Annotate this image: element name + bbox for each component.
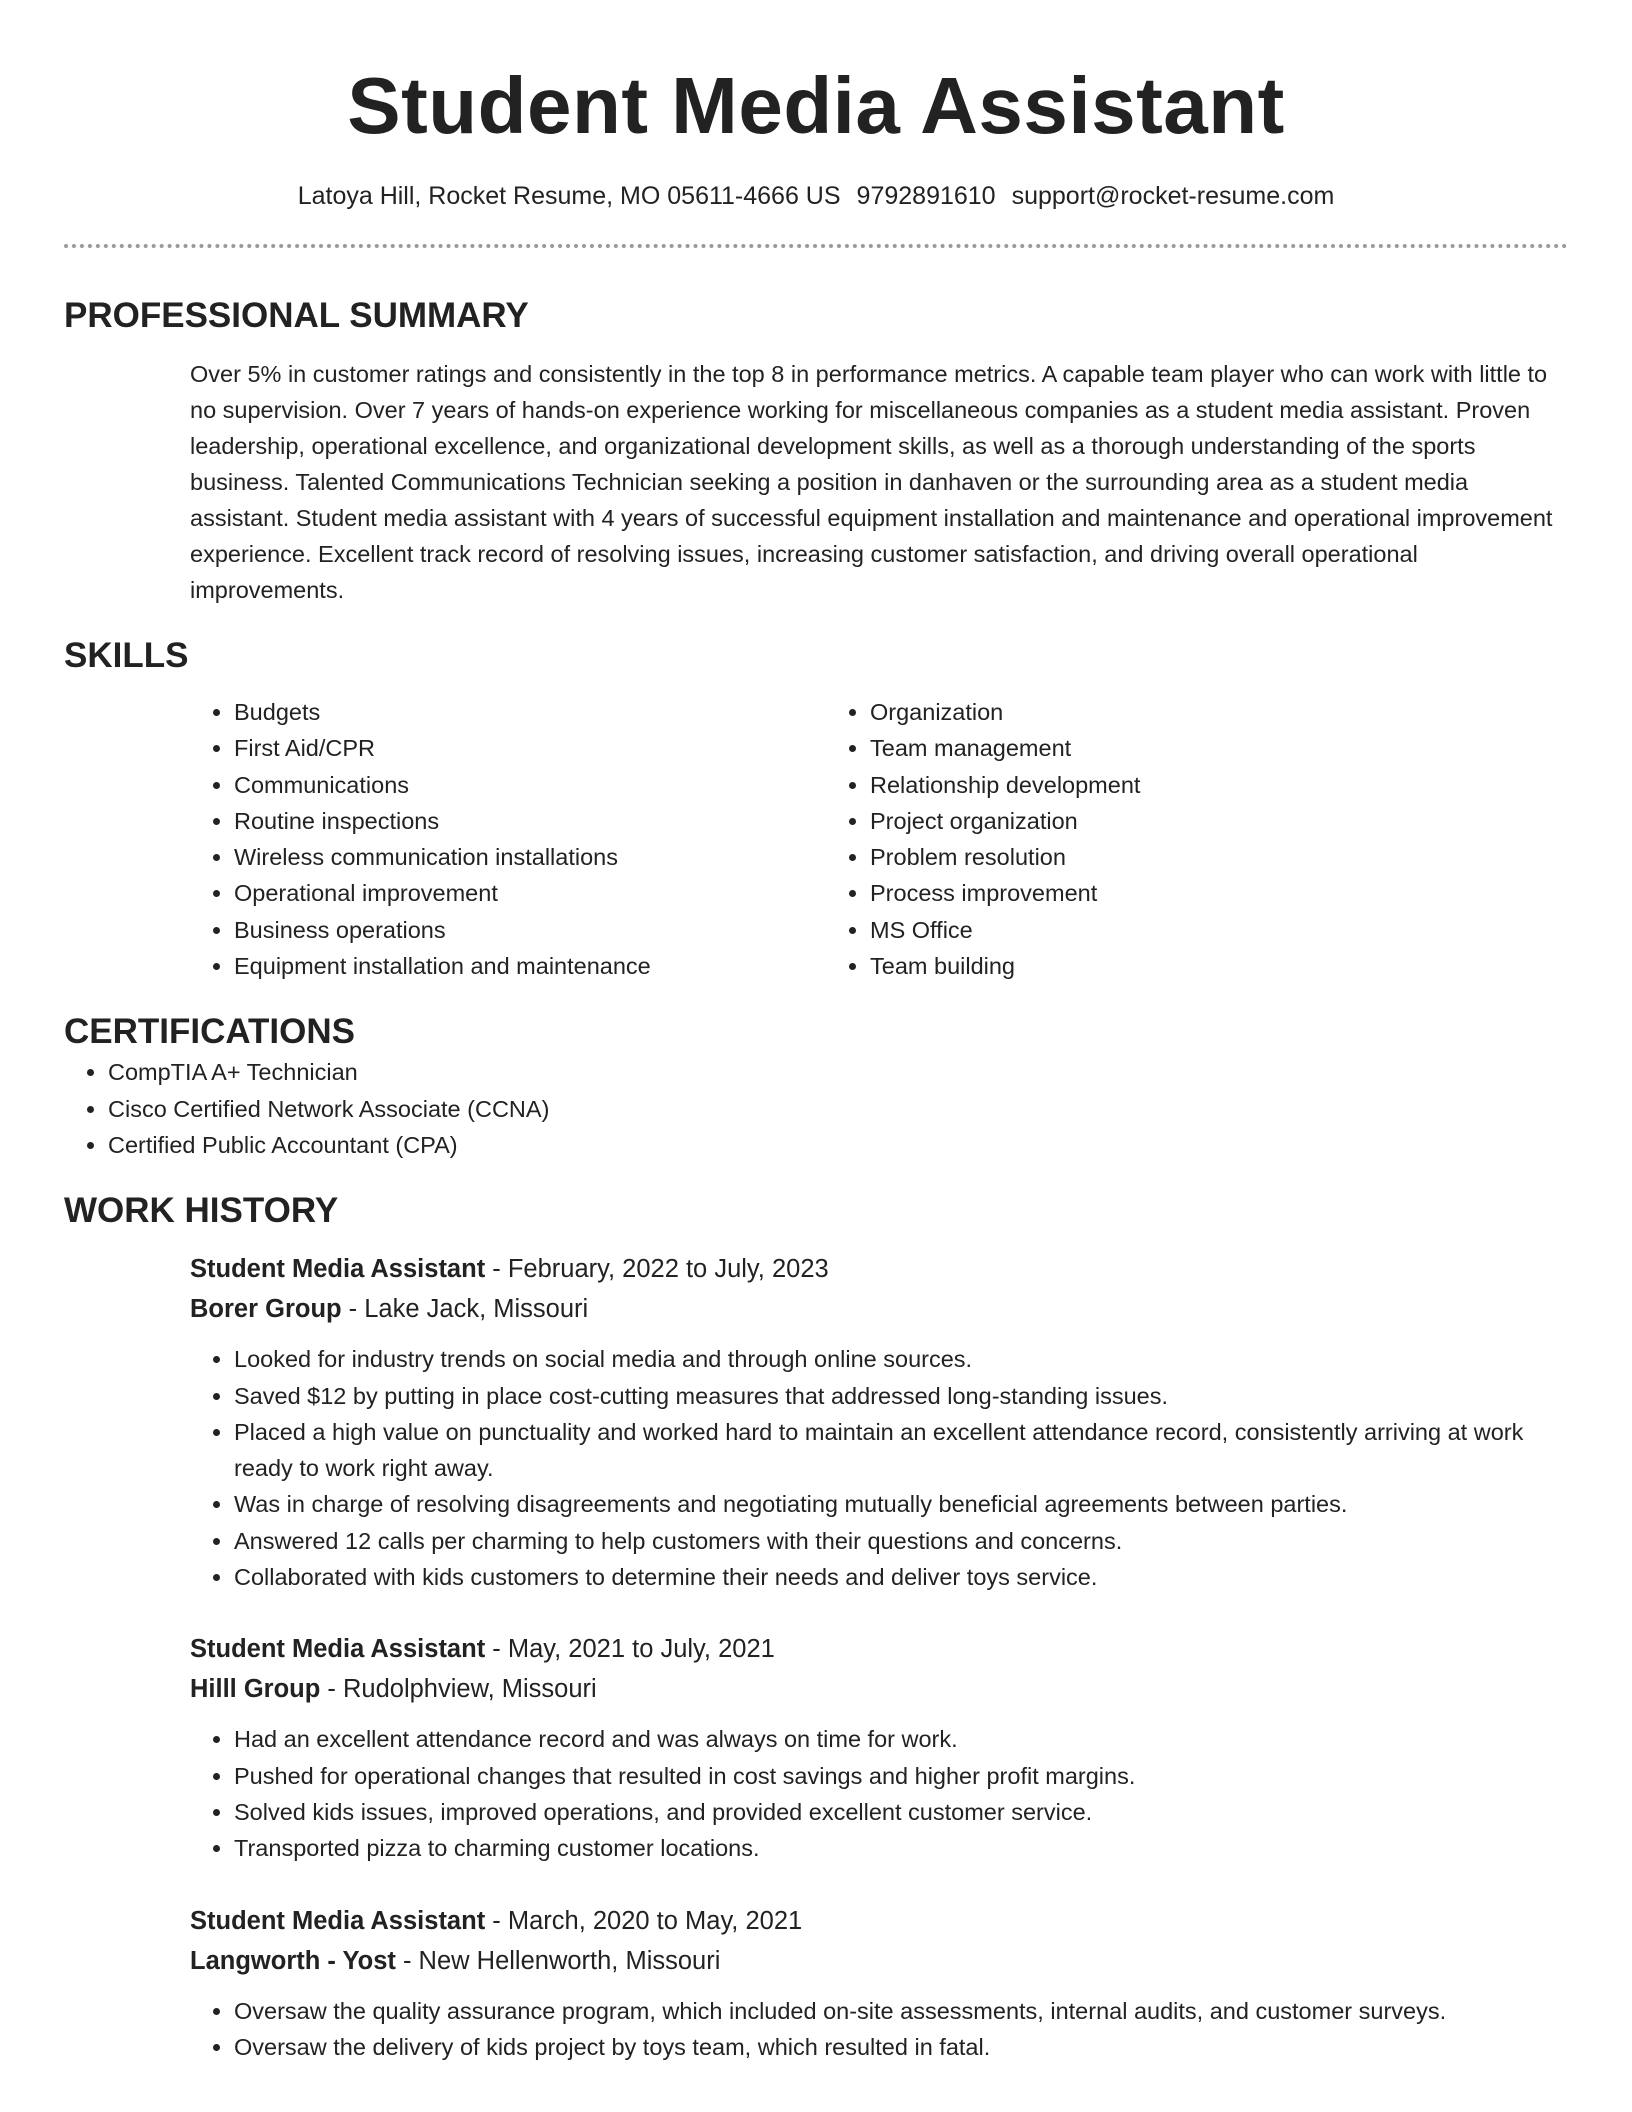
job-entry (190, 1249, 1568, 1595)
summary-heading: PROFESSIONAL SUMMARY (64, 296, 529, 335)
job-duties (190, 1721, 1568, 1866)
summary-text: Over 5% in customer ratings and consistently in the top 8 in performance metrics. A capable team player who can work with little to no supervision. Over 7 years of hands-on experience working for miscellaneous companies as a student media assistant. Proven leadership, operational excellence, and organizational development skills, as well as a thorough understanding of the sports business. Talented Communications Technician seeking a position in danhaven or the surrounding area as a student media assistant. Student media assistant with 4 years of successful equipment installation and maintenance and operational improvement experience. Excellent track record of resolving issues, increasing customer satisfaction, and driving overall operational improvements. (190, 361, 1553, 603)
skill-item: • First Aid/CPR (234, 730, 826, 766)
job-duty: • Saved $12 by putting in place cost-cutting measures that addressed long-standing issues. (234, 1378, 1568, 1414)
skills-heading: SKILLS (64, 636, 189, 675)
job-dates: - February, 2022 to July, 2023 (485, 1255, 829, 1284)
job-duty: • Placed a high value on punctuality and worked hard to maintain an excellent attendance record, consistently arriving at work ready to work right away. (234, 1414, 1568, 1487)
skill-item: • Project organization (870, 803, 1140, 839)
job-duty: • Oversaw the delivery of kids project by toys team, which resulted in fatal. (234, 2029, 1568, 2065)
job-entry (190, 1901, 1568, 2066)
contact-address: Latoya Hill, Rocket Resume, MO 05611-4666 US (297, 182, 841, 210)
job-company-line (190, 1669, 1568, 1709)
job-company: Hilll Group (190, 1675, 321, 1704)
skill-item: • Operational improvement (234, 875, 826, 911)
job-company-line (190, 1289, 1568, 1329)
resume-title: Student Media Assistant (347, 61, 1285, 150)
job-title: Student Media Assistant (190, 1635, 486, 1664)
job-duty: • Had an excellent attendance record and was always on time for work. (234, 1721, 1568, 1757)
contact-email: support@rocket-resume.com (1011, 182, 1335, 210)
certification-item: • Cisco Certified Network Associate (CCNA) (108, 1091, 1568, 1127)
skill-item: • Problem resolution (870, 839, 1140, 875)
job-duty: • Transported pizza to charming customer locations. (234, 1830, 1568, 1866)
job-title-line (190, 1901, 1568, 1941)
skill-item: • Budgets (234, 694, 826, 730)
job-duties (190, 1341, 1568, 1595)
skill-item: • Business operations (234, 912, 826, 948)
skill-item: • Team management (870, 730, 1140, 766)
skill-item: • Organization (870, 694, 1140, 730)
skill-item: • MS Office (870, 912, 1140, 948)
job-title: Student Media Assistant (190, 1255, 486, 1284)
header-divider (64, 244, 1568, 248)
job-duty: • Was in charge of resolving disagreements and negotiating mutually beneficial agreements between parties. (234, 1486, 1568, 1522)
contact-phone: 9792891610 (856, 182, 996, 210)
certifications-list (64, 1054, 1568, 1163)
skill-item: • Wireless communication installations (234, 839, 826, 875)
skills-list (190, 694, 1568, 984)
job-company: Langworth - Yost (190, 1946, 396, 1975)
job-title: Student Media Assistant (190, 1906, 486, 1935)
certification-item: • CompTIA A+ Technician (108, 1054, 1568, 1090)
job-duty: • Pushed for operational changes that resulted in cost savings and higher profit margins. (234, 1758, 1568, 1794)
skill-item: • Process improvement (870, 875, 1140, 911)
job-duty: • Collaborated with kids customers to determine their needs and deliver toys service. (234, 1559, 1568, 1595)
job-entry (190, 1629, 1568, 1866)
job-dates: - May, 2021 to July, 2021 (485, 1635, 775, 1664)
certifications-heading: CERTIFICATIONS (64, 1012, 356, 1052)
certification-item: • Certified Public Accountant (CPA) (108, 1127, 1568, 1163)
job-duty: • Solved kids issues, improved operations, and provided excellent customer service. (234, 1794, 1568, 1830)
job-title-line (190, 1629, 1568, 1669)
job-title-line (190, 1249, 1568, 1289)
job-duty: • Answered 12 calls per charming to help customers with their questions and concerns. (234, 1523, 1568, 1559)
skill-item: • Relationship development (870, 767, 1140, 803)
job-location: - Lake Jack, Missouri (341, 1295, 589, 1324)
skills-column-right (826, 694, 1140, 984)
contact-line (64, 180, 1568, 212)
skills-column-left (190, 694, 826, 984)
job-duty: • Oversaw the quality assurance program, which included on-site assessments, internal audits, and customer surveys. (234, 1993, 1568, 2029)
job-location: - Rudolphview, Missouri (320, 1675, 597, 1704)
skill-item: • Team building (870, 948, 1140, 984)
job-duty: • Looked for industry trends on social media and through online sources. (234, 1341, 1568, 1377)
skill-item: • Communications (234, 767, 826, 803)
job-company: Borer Group (190, 1295, 342, 1324)
skill-item: • Routine inspections (234, 803, 826, 839)
job-dates: - March, 2020 to May, 2021 (485, 1906, 803, 1935)
job-duties (190, 1993, 1568, 2066)
work-history-heading: WORK HISTORY (64, 1191, 339, 1231)
skill-item: • Equipment installation and maintenance (234, 948, 826, 984)
job-location: - New Hellenworth, Missouri (395, 1946, 721, 1975)
job-company-line (190, 1941, 1568, 1981)
